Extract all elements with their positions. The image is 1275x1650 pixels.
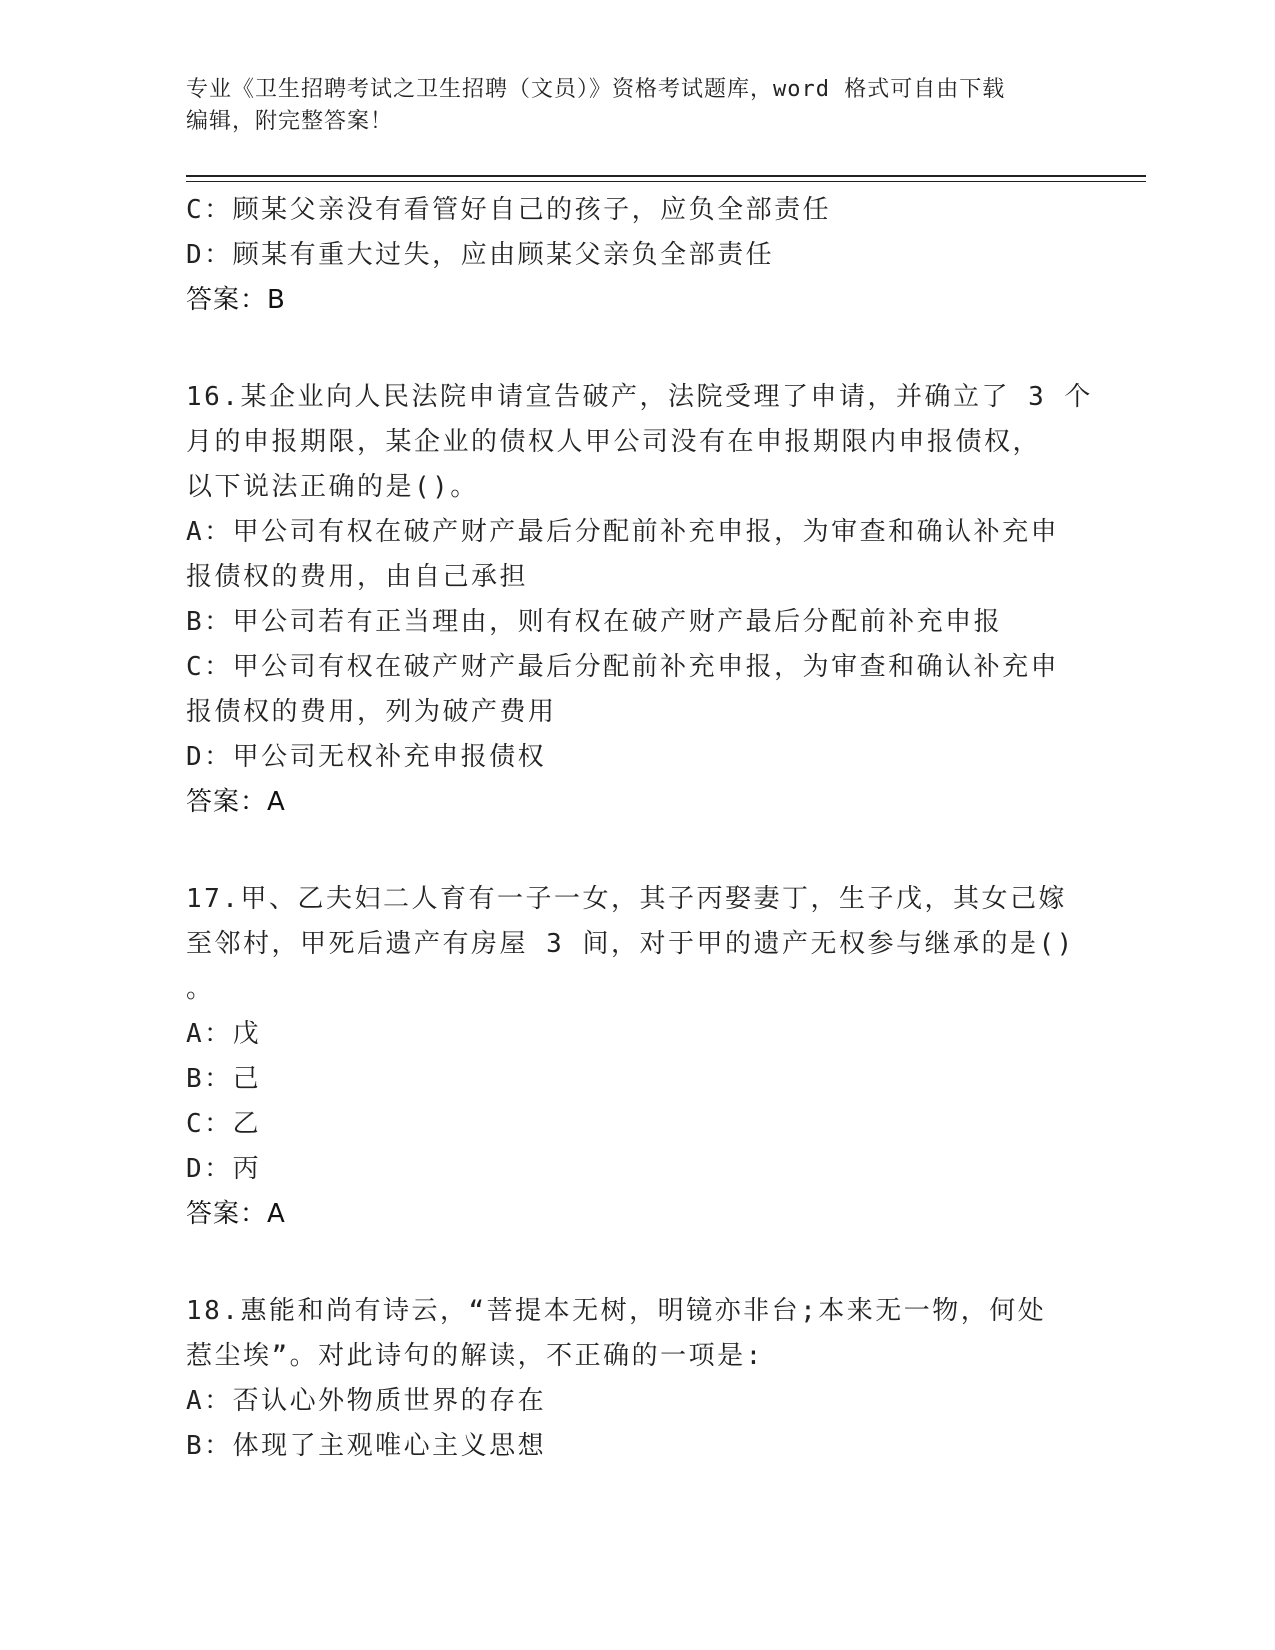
question-stem: 以下说法正确的是()。 (186, 472, 479, 502)
header-divider-thin (186, 181, 1146, 182)
question-stem: 。 (186, 974, 215, 1004)
question-18 (186, 1289, 1086, 1469)
option-b: B：体现了主观唯心主义思想 (186, 1431, 547, 1461)
option-a: A：否认心外物质世界的存在 (186, 1386, 547, 1416)
option-c: C：顾某父亲没有看管好自己的孩子，应负全部责任 (186, 195, 832, 225)
spacer (186, 323, 1086, 375)
answer-line: 答案：A (186, 1199, 286, 1229)
header-divider-thick (186, 175, 1146, 177)
question-stem: 18.惠能和尚有诗云，“菩提本无树，明镜亦非台;本来无一物，何处 (186, 1296, 1047, 1326)
option-c: C：乙 (186, 1109, 262, 1139)
header-line-1: 专业《卫生招聘考试之卫生招聘（文员）》资格考试题库，word 格式可自由下载 (186, 77, 1006, 102)
option-a: A：戊 (186, 1019, 262, 1049)
question-17 (186, 877, 1086, 1237)
page-header (186, 74, 1086, 138)
answer-line: 答案：A (186, 787, 286, 817)
option-b: B：己 (186, 1064, 262, 1094)
question-stem: 至邻村，甲死后遗产有房屋 3 间，对于甲的遗产无权参与继承的是() (186, 929, 1075, 959)
option-a: 报债权的费用，由自己承担 (186, 562, 529, 592)
option-c: C：甲公司有权在破产财产最后分配前补充申报，为审查和确认补充申 (186, 652, 1060, 682)
answer-line: 答案：B (186, 285, 286, 315)
option-d: D：顾某有重大过失，应由顾某父亲负全部责任 (186, 240, 775, 270)
question-15-tail (186, 188, 1086, 323)
spacer (186, 1237, 1086, 1289)
question-stem: 惹尘埃”。对此诗句的解读，不正确的一项是: (186, 1341, 764, 1371)
question-stem: 月的申报期限，某企业的债权人甲公司没有在申报期限内申报债权， (186, 427, 1042, 457)
question-content (186, 188, 1093, 1469)
option-d: D：甲公司无权补充申报债权 (186, 742, 547, 772)
spacer (186, 825, 1086, 877)
option-d: D：丙 (186, 1154, 262, 1184)
option-b: B：甲公司若有正当理由，则有权在破产财产最后分配前补充申报 (186, 607, 1003, 637)
option-c: 报债权的费用，列为破产费用 (186, 697, 557, 727)
question-stem: 16.某企业向人民法院申请宣告破产，法院受理了申请，并确立了 3 个 (186, 382, 1093, 412)
header-line-2: 编辑，附完整答案！ (186, 109, 394, 134)
question-stem: 17.甲、乙夫妇二人育有一子一女，其子丙娶妻丁，生子戊，其女己嫁 (186, 884, 1067, 914)
question-16 (186, 375, 1093, 825)
option-a: A：甲公司有权在破产财产最后分配前补充申报，为审查和确认补充申 (186, 517, 1060, 547)
